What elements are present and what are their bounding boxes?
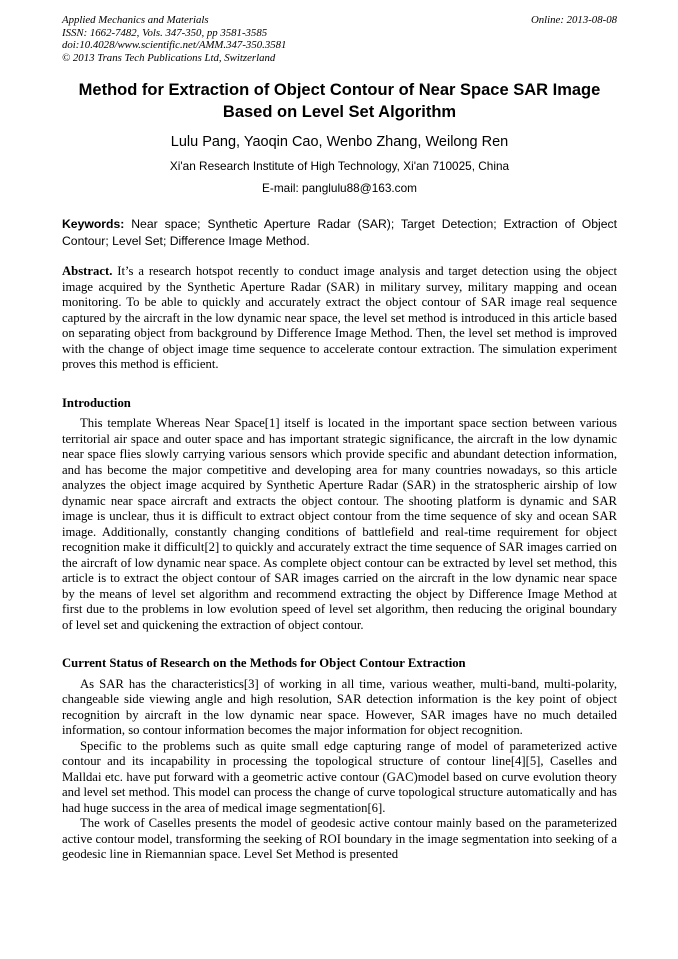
- keywords-text: Near space; Synthetic Aperture Radar (SAR); Target Detection; Extraction of Object Contour; Level Set; Difference Image Method.: [62, 217, 617, 248]
- current-status-paragraph-2: Specific to the problems such as quite small edge capturing range of model of parameterized active contour and its incapability in processing the topological structure of contour line[4][5], Caselles and Malldai etc. have put forward with a geometric active contour (GAC)model based on curve evolution theory and level set method. This model can process the change of curve topological structure automatically and has had huge success in the area of medical image segmentation[6].: [62, 738, 617, 815]
- section-heading-current-status: Current Status of Research on the Methods for Object Contour Extraction: [62, 656, 466, 670]
- journal-name: Applied Mechanics and Materials: [62, 14, 209, 26]
- abstract-label: Abstract.: [62, 264, 113, 278]
- journal-info: [62, 14, 286, 64]
- issn-line: ISSN: 1662-7482, Vols. 347-350, pp 3581-3585: [62, 26, 268, 39]
- section-heading-introduction: Introduction: [62, 395, 131, 410]
- journal-header: [62, 14, 617, 64]
- online-date: Online: 2013-08-08: [530, 14, 617, 26]
- authors-line: Lulu Pang, Yaoqin Cao, Wenbo Zhang, Weilong Ren: [170, 134, 509, 150]
- abstract-block: [62, 264, 617, 373]
- keywords-label: Keywords:: [62, 217, 125, 231]
- doi-line: doi:10.4028/www.scientific.net/AMM.347-350.3581: [62, 39, 287, 51]
- affiliation-line: Xi'an Research Institute of High Technology, Xi'an 710025, China: [169, 159, 510, 173]
- keywords-block: [62, 216, 617, 249]
- current-status-paragraph-3: The work of Caselles presents the model of geodesic active contour mainly based on the parameterized active contour model, transforming the seeking of ROI boundary in the image segmentation into seeking of a geodesic line in Riemannian space. Level Set Method is presented: [62, 816, 617, 861]
- paper-title-line2: Based on Level Set Algorithm: [222, 102, 457, 121]
- introduction-paragraph: This template Whereas Near Space[1] itself is located in the important space section between various territorial air space and outer space and has important strategic significance, the aircraft in the low dynamic near space flies slowly carrying various sensors which provide specific and abundant detection information, and has become the major competitive and developing area for many countries nowadays, so this article analyzes the object image acquired by Synthetic Aperture Radar (SAR) in the stratospheric airship of low dynamic near space aircraft and extracts the object contour. The shooting platform is dynamic and SAR image is unclear, thus it is difficult to extract object contour from the time sequence of sky and ocean SAR image. Additionally, constantly changing conditions of battlefield and real-time requirement for object recognition make it difficult[2] to quickly and accurately extract the time sequence of SAR images carried on the aircraft of low dynamic near space. As complete object contour can be extracted by level set method, this article is to extract the object contour of SAR images carried on the aircraft in the low dynamic near space by the means of level set algorithm and recommend extracting the object by Difference Image Method at first due to the problems in low evolution speed of level set algorithm, then reducing the original boundary of level set and quickening the extraction of object contour.: [62, 416, 617, 632]
- paper-title: [62, 80, 617, 123]
- current-status-paragraph-1: As SAR has the characteristics[3] of working in all time, various weather, multi-band, multi-polarity, changeable side viewing angle and high resolution, SAR detection information is the key point of object recognition by aircraft in the low dynamic near space. However, SAR images have no much detailed information, so contour information becomes the major information for object recognition.: [62, 676, 617, 737]
- email-line: E-mail: panglulu88@163.com: [262, 181, 417, 195]
- abstract-text: It’s a research hotspot recently to conduct image analysis and target detection using the object image acquired by the Synthetic Aperture Radar (SAR) in military survey, military mapping and ocean monitoring. To be able to quickly and accurately extract the object contour of SAR image real sequence captured by the aircraft in the low dynamic near space, the level set method is introduced in this article based on separating object from background by Difference Image Method. Then, the level set method is improved with the change of object image time sequence to accelerate contour extraction. The simulation experiment proves this method is efficient.: [62, 264, 618, 371]
- paper-title-line1: Method for Extraction of Object Contour of Near Space SAR Image: [78, 81, 601, 99]
- copyright-line: © 2013 Trans Tech Publications Ltd, Switzerland: [62, 51, 276, 64]
